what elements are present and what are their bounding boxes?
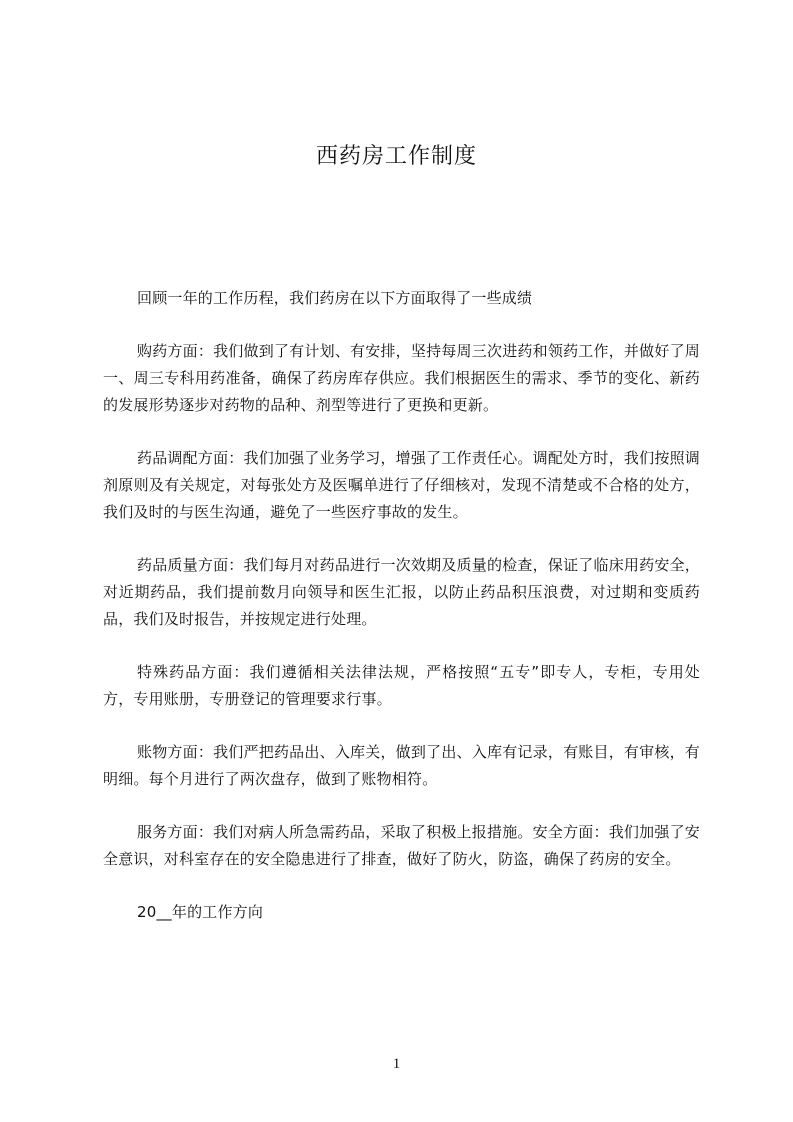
document-body [103, 285, 700, 952]
paragraph-special-drugs: 特殊药品方面：我们遵循相关法律法规，严格按照“五专”即专人，专柜，专用处方，专用账册，专册登记的管理要求行事。 [103, 663, 700, 708]
paragraph-service-safety: 服务方面：我们对病人所急需药品，采取了积极上报措施。安全方面：我们加强了安全意识，对科室存在的安全隐患进行了排查，做好了防火，防盗，确保了药房的安全。 [103, 823, 700, 868]
paragraph-next-year-heading: 20__年的工作方向 [137, 903, 264, 921]
paragraph-drug-quality: 药品质量方面：我们每月对药品进行一次效期及质量的检查，保证了临床用药安全，对近期药品，我们提前数月向领导和医生汇报，以防止药品积压浪费，对过期和变质药品，我们及时报告，并按规定进行处理。 [103, 556, 700, 628]
page-number: 1 [392, 1056, 401, 1072]
paragraph-dispensing: 药品调配方面：我们加强了业务学习，增强了工作责任心。调配处方时，我们按照调剂原则及有关规定，对每张处方及医嘱单进行了仔细核对，发现不清楚或不合格的处方，我们及时的与医生沟通，避免了一些医疗事故的发生。 [103, 449, 700, 521]
paragraph-summary-intro: 回顾一年的工作历程，我们药房在以下方面取得了一些成绩 [137, 289, 533, 307]
paragraph-purchasing: 购药方面：我们做到了有计划、有安排，坚持每周三次进药和领药工作，并做好了周一、周三专科用药准备，确保了药房库存供应。我们根据医生的需求、季节的变化、新药的发展形势逐步对药物的品种、剂型等进行了更换和更新。 [103, 342, 700, 414]
paragraph-accounts: 账物方面：我们严把药品出、入库关，做到了出、入库有记录，有账目，有审核，有明细。每个月进行了两次盘存，做到了账物相符。 [103, 743, 700, 788]
document-title: 西药房工作制度 [315, 144, 477, 169]
